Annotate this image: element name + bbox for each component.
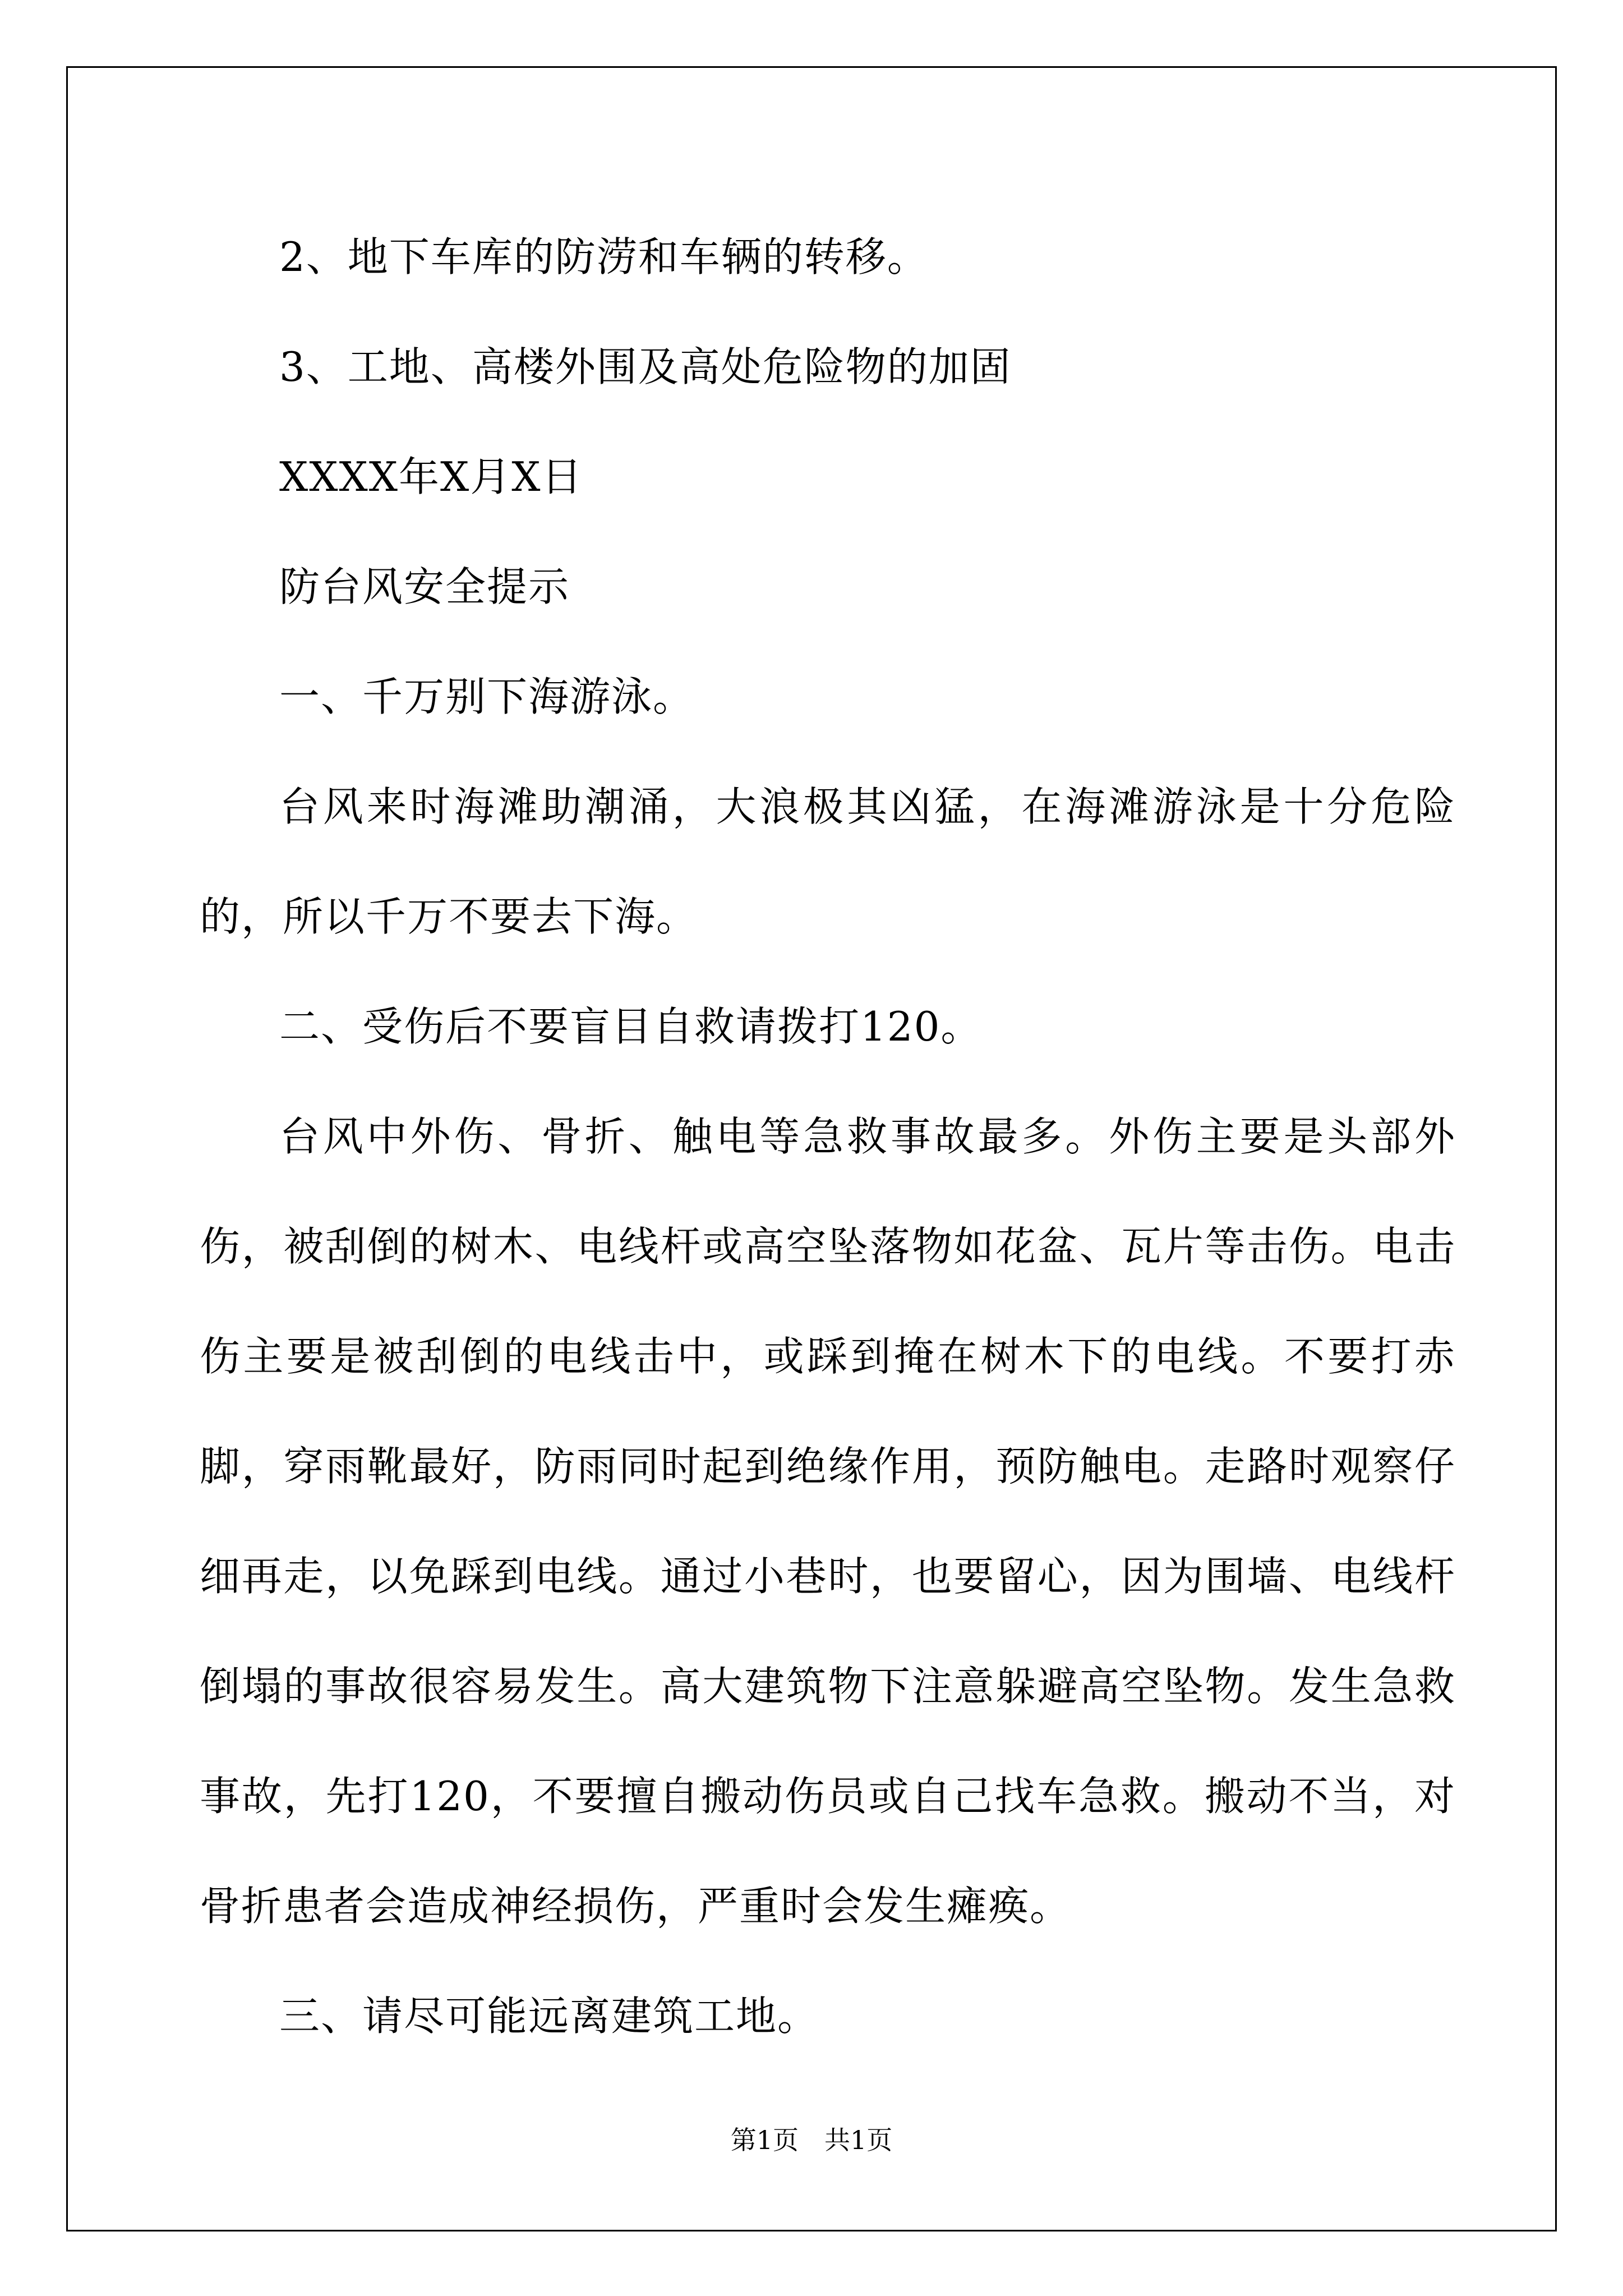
page-number-footer: 第1页 共1页 xyxy=(730,2125,893,2155)
section-title: 防台风安全提示 xyxy=(279,563,570,610)
heading-call-120: 二、受伤后不要盲目自救请拨打120。 xyxy=(279,1003,983,1050)
heading-construction-sites: 三、请尽可能远离建筑工地。 xyxy=(279,1993,819,2040)
paragraph-garage-item: 2、地下车库的防涝和车辆的转移。 xyxy=(279,233,929,280)
heading-no-swimming: 一、千万别下海游泳。 xyxy=(279,673,695,720)
paragraph-no-swimming: 台风来时海滩助潮涌，大浪极其凶猛，在海滩游泳是十分危险的，所以千万不要去下海。 xyxy=(200,783,1456,940)
document-body xyxy=(200,202,1456,2071)
paragraph-date: XXXX年X月X日 xyxy=(279,453,583,500)
paragraph-injuries: 台风中外伤、骨折、触电等急救事故最多。外伤主要是头部外伤，被刮倒的树木、电线杆或高空坠落物如花盆、瓦片等击伤。电击伤主要是被刮倒的电线击中，或踩到掩在树木下的电线。不要打赤脚，穿雨靴最好，防雨同时起到绝缘作用，预防触电。走路时观察仔细再走，以免踩到电线。通过小巷时，也要留心，因为围墙、电线杆倒塌的事故很容易发生。高大建筑物下注意躲避高空坠物。发生急救事故，先打120，不要擅自搬动伤员或自己找车急救。搬动不当，对骨折患者会造成神经损伤，严重时会发生瘫痪。 xyxy=(200,1113,1456,1930)
paragraph-reinforce-item: 3、工地、高楼外围及高处危险物的加固 xyxy=(279,343,1012,390)
